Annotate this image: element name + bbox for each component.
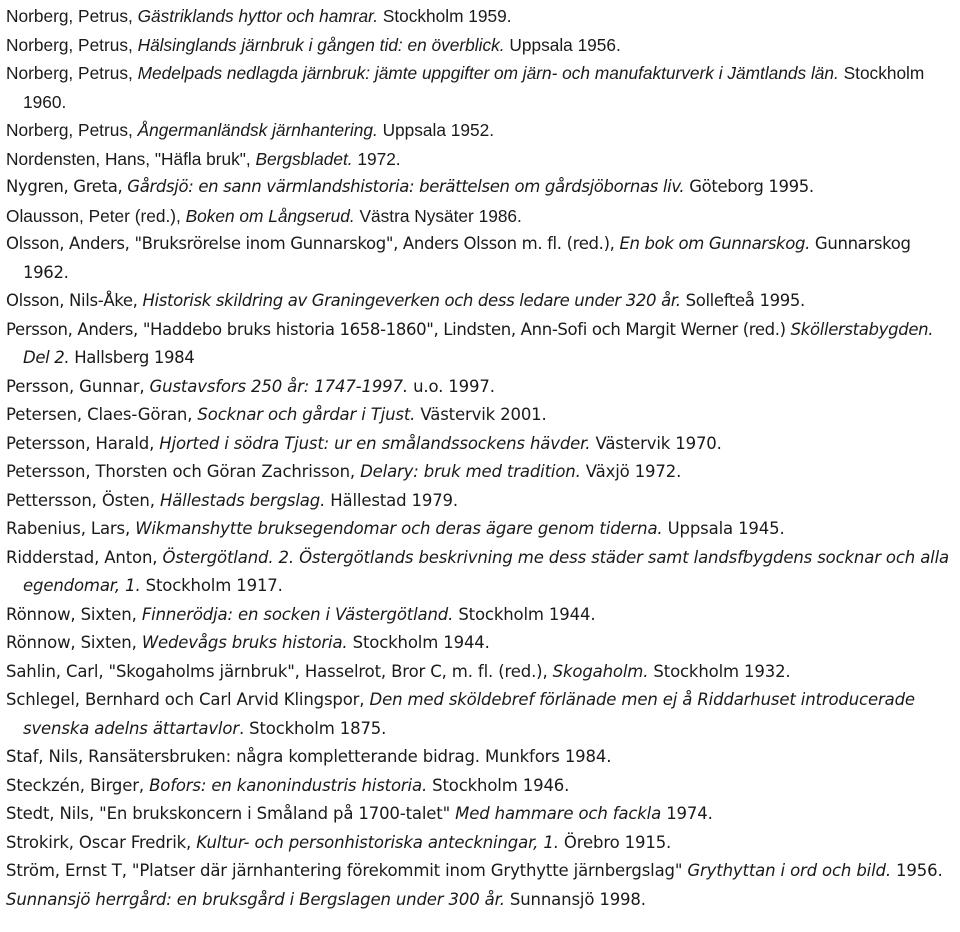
entry-title-text: Wikmanshytte bruksegendomar och deras ägare genom tiderna. (135, 519, 663, 538)
entry-text: Sunnansjö 1998. (504, 889, 646, 909)
entry-title-text: Hälsinglands järnbruk i gången tid: en överblick. (137, 34, 505, 55)
entry-text: Persson, Gunnar, (6, 376, 150, 396)
bibliography-entry (6, 601, 960, 630)
entry-text: Olsson, Nils-Åke, (6, 291, 143, 310)
entry-title-text: Boken om Långserud. (185, 205, 355, 226)
entry-text: Norberg, Petrus, (6, 120, 138, 140)
bibliography-entry (6, 116, 960, 145)
bibliography-entry (6, 2, 960, 31)
entry-title-text: Med hammare och fackla (455, 804, 662, 823)
bibliography-entry (6, 658, 960, 687)
entry-text: Gunnarskog 1962. (23, 234, 911, 282)
entry-text: Stockholm 1917. (140, 576, 283, 595)
entry-text: Pettersson, Östen, (6, 490, 160, 510)
bibliography-list (6, 2, 960, 914)
bibliography-entry (6, 430, 960, 459)
entry-text: Ström, Ernst T, "Platser där järnhantering förekommit inom Grythytte järnbergslag" (6, 861, 688, 880)
entry-title-text: Hjorted i södra Tjust: ur en smålandssockens hävder. (159, 433, 591, 453)
entry-text: Petersson, Thorsten och Göran Zachrisson, (6, 462, 361, 481)
entry-text: Ridderstad, Anton, (6, 547, 163, 567)
entry-text: Örebro 1915. (558, 832, 672, 852)
bibliography-entry (6, 145, 960, 174)
entry-text: Rönnow, Sixten, (6, 633, 142, 652)
bibliography-entry (6, 515, 960, 544)
bibliography-entry (6, 743, 960, 772)
entry-title-text: Hällestads bergslag. (159, 490, 326, 510)
entry-text: Västra Nysäter 1986. (354, 205, 522, 226)
entry-text: Norberg, Petrus, (6, 63, 138, 83)
entry-title-text: Kultur- och personhistoriska anteckningar, 1. (196, 832, 559, 852)
entry-text: . Stockholm 1875. (238, 718, 387, 738)
bibliography-entry (6, 629, 960, 658)
entry-title-text: Gårdsjö: en sann värmlandshistoria: berättelsen om gårdsjöbornas liv. (127, 177, 685, 196)
entry-text: Persson, Anders, "Haddebo bruks historia 1658-1860", Lindsten, Ann-Sofi och Margit Werner (red.) (6, 319, 791, 339)
entry-text: Växjö 1972. (580, 462, 682, 481)
bibliography-entry (6, 458, 960, 487)
entry-title-text: Sköllerstabygden. Del 2. (23, 319, 934, 367)
entry-text: Hallsberg 1984 (69, 348, 195, 367)
entry-text: Steckzén, Birger, (6, 775, 150, 795)
bibliography-entry (6, 230, 960, 287)
bibliography-entry (6, 800, 960, 829)
entry-title-text: Bergsbladet. (255, 148, 353, 169)
bibliography-entry (6, 544, 960, 601)
entry-text: 1956. (890, 861, 943, 880)
entry-text: 1972. (352, 148, 401, 169)
entry-text: 1974. (661, 804, 713, 823)
entry-title-text: Delary: bruk med tradition. (360, 462, 581, 481)
bibliography-entry (6, 886, 960, 915)
entry-text: Stockholm 1932. (648, 661, 791, 681)
entry-title-text: Grythyttan i ord och bild. (687, 861, 891, 880)
entry-text: Göteborg 1995. (684, 177, 814, 196)
entry-text: Petersen, Claes-Göran, (6, 405, 198, 424)
bibliography-entry (6, 857, 960, 886)
entry-text: u.o. 1997. (407, 376, 495, 396)
entry-text: Strokirk, Oscar Fredrik, (6, 832, 197, 852)
entry-text: Uppsala 1945. (662, 519, 785, 538)
bibliography-entry (6, 487, 960, 516)
entry-title-text: Bofors: en kanonindustris historia. (149, 775, 428, 795)
entry-text: Rönnow, Sixten, (6, 604, 142, 624)
entry-title-text: Östergötland. 2. Östergötlands beskrivning me dess städer samt landsfbygdens socknar och alla egendomar, 1. (23, 547, 949, 595)
entry-title-text: Den med sköldebref förlänade men ej å Riddarhuset introducerade svenska adelns ättartavlor (23, 690, 915, 738)
entry-text: Västervik 1970. (590, 433, 722, 453)
bibliography-entry (6, 316, 960, 373)
entry-text: Schlegel, Bernhard och Carl Arvid Klingspor, (6, 690, 370, 709)
bibliography-entry (6, 373, 960, 402)
entry-title-text: Ångermanländsk järnhantering. (137, 120, 378, 140)
entry-text: Olsson, Anders, "Bruksrörelse inom Gunnarskog", Anders Olsson m. fl. (red.), (6, 234, 620, 253)
bibliography-entry (6, 173, 960, 202)
entry-text: Nordensten, Hans, "Häfla bruk", (6, 148, 256, 169)
entry-text: Olausson, Peter (red.), (6, 205, 186, 226)
entry-text: Stockholm 1944. (347, 633, 490, 652)
bibliography-entry (6, 287, 960, 316)
entry-text: Nygren, Greta, (6, 177, 128, 196)
entry-text: Stockholm 1960. (23, 63, 925, 112)
entry-title-text: Socknar och gårdar i Tjust. (197, 405, 416, 424)
entry-text: Hällestad 1979. (325, 490, 458, 510)
entry-title-text: Gästriklands hyttor och hamrar. (137, 6, 379, 26)
entry-text: Rabenius, Lars, (6, 519, 136, 538)
entry-text: Stockholm 1946. (427, 775, 570, 795)
bibliography-entry (6, 686, 960, 743)
entry-title-text: En bok om Gunnarskog. (619, 234, 811, 253)
bibliography-entry (6, 202, 960, 231)
entry-title-text: Skogaholm. (552, 661, 649, 681)
entry-text: Sollefteå 1995. (680, 291, 805, 310)
bibliography-entry (6, 829, 960, 858)
entry-text: Sahlin, Carl, "Skogaholms järnbruk", Hasselrot, Bror C, m. fl. (red.), (6, 661, 553, 681)
entry-text: Norberg, Petrus, (6, 6, 138, 26)
entry-title-text: Finnerödja: en socken i Västergötland. (141, 604, 454, 624)
entry-text: Stedt, Nils, "En brukskoncern i Småland på 1700-talet" (6, 804, 456, 823)
entry-text: Västervik 2001. (415, 405, 547, 424)
entry-title-text: Medelpads nedlagda järnbruk: jämte uppgifter om järn- och manufakturverk i Jämtlands län. (137, 63, 839, 83)
entry-text: Petersson, Harald, (6, 433, 160, 453)
entry-text: Uppsala 1952. (377, 120, 495, 140)
entry-text: Staf, Nils, Ransätersbruken: några kompletterande bidrag. Munkfors 1984. (6, 747, 612, 766)
entry-text: Stockholm 1959. (378, 6, 512, 26)
bibliography-entry (6, 772, 960, 801)
entry-text: Stockholm 1944. (453, 604, 596, 624)
entry-text: Uppsala 1956. (504, 34, 621, 55)
bibliography-entry (6, 401, 960, 430)
entry-title-text: Sunnansjö herrgård: en bruksgård i Bergslagen under 300 år. (6, 889, 505, 909)
entry-title-text: Gustavsfors 250 år: 1747-1997. (149, 376, 408, 396)
entry-title-text: Wedevågs bruks historia. (141, 633, 348, 652)
entry-text: Norberg, Petrus, (6, 34, 138, 55)
entry-title-text: Historisk skildring av Graningeverken och dess ledare under 320 år. (142, 291, 681, 310)
bibliography-entry (6, 59, 960, 116)
bibliography-entry (6, 31, 960, 60)
